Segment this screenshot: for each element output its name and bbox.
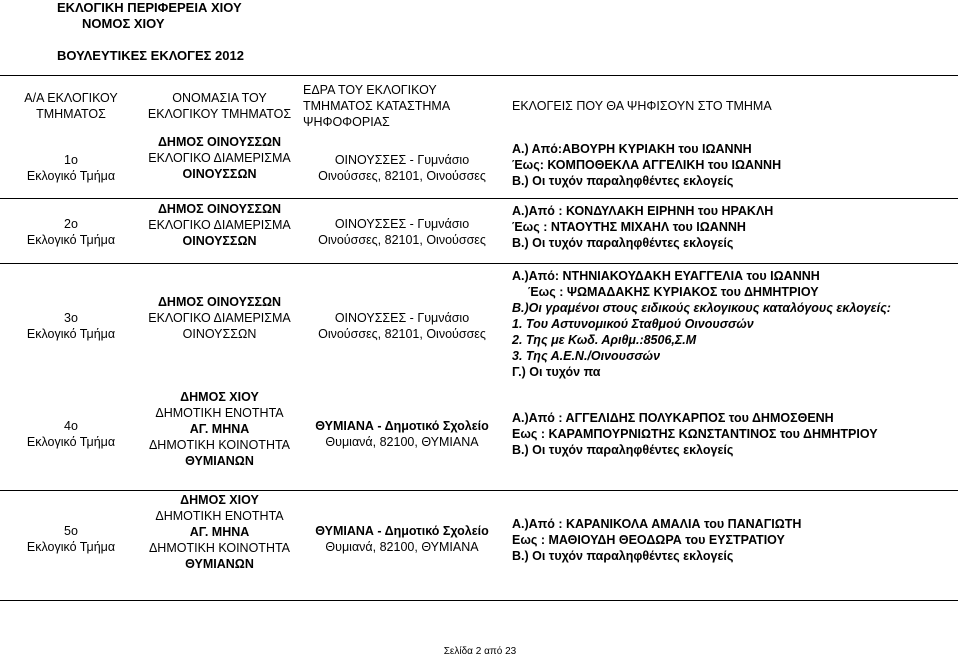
row3-voters: Α.)Από: ΝΤΗΝΙΑΚΟΥΔΑΚΗ ΕΥΑΓΓΕΛΙΑ του ΙΩΑΝΝΗ Έως : ΨΩΜΑΔΑΚΗΣ ΚΥΡΙΑΚΟΣ του ΔΗΜΗΤΡΙΟΥ Β.)Οι γραμένοι στους ειδικούς εκλογικους καταλόγους εκλογείς: 1. Του Αστυνομικού Σταθμού Οινουσσών 2. Της με Κωδ. Αριθμ.:8506,Σ.Μ 3. Της Α.Ε.Ν./Οινουσσών Γ.) Οι τυχόν πα [512, 269, 891, 379]
row5-number: 5ο Εκλογικό Τμήμα [26, 524, 116, 554]
row1-seat: ΟΙΝΟΥΣΣΕΣ - Γυμνάσιο Οινούσσες, 82101, Οινούσσες [318, 153, 486, 183]
row5-name: ΔΗΜΟΣ ΧΙΟΥ ΔΗΜΟΤΙΚΗ ΕΝΟΤΗΤΑ ΑΓ. ΜΗΝΑ ΔΗΜΟΤΙΚΗ ΚΟΙΝΟΤΗΤΑ ΘΥΜΙΑΝΩΝ [148, 493, 291, 571]
row-rule-3 [0, 490, 958, 491]
row2-seat: ΟΙΝΟΥΣΣΕΣ - Γυμνάσιο Οινούσσες, 82101, Οινούσσες [318, 217, 486, 247]
table-bottom-rule [0, 600, 958, 601]
election-title: ΒΟΥΛΕΥΤΙΚΕΣ ΕΚΛΟΓΕΣ 2012 [57, 48, 244, 63]
row5-voters: Α.)Από : ΚΑΡΑΝΙΚΟΛΑ ΑΜΑΛΙΑ του ΠΑΝΑΓΙΩΤΗ Εως : ΜΑΘΙΟΥΔΗ ΘΕΟΔΩΡΑ του ΕΥΣΤΡΑΤΙΟΥ Β.) Οι τυχόν παραληφθέντες εκλογείς [512, 517, 802, 563]
row-rule-2 [0, 263, 958, 264]
header-serial-number: Α/Α ΕΚΛΟΓΙΚΟΥ ΤΜΗΜΑΤΟΣ [24, 91, 118, 121]
row4-voters: Α.)Από : ΑΓΓΕΛΙΔΗΣ ΠΟΛΥΚΑΡΠΟΣ του ΔΗΜΟΣΘΕΝΗ Εως : ΚΑΡΑΜΠΟΥΡΝΙΩΤΗΣ ΚΩΝΣΤΑΝΤΙΝΟΣ του ΔΗΜΗΤΡΙΟΥ Β.) Οι τυχόν παραληφθέντες εκλογείς [512, 411, 878, 457]
row3-number: 3ο Εκλογικό Τμήμα [26, 311, 116, 341]
row1-voters: Α.) Από:ΑΒΟΥΡΗ ΚΥΡΙΑΚΗ του ΙΩΑΝΝΗ Έως: ΚΟΜΠΟΘΕΚΛΑ ΑΓΓΕΛΙΚΗ του ΙΩΑΝΝΗ Β.) Οι τυχόν παραληφθέντες εκλογείς [512, 142, 782, 188]
header-voters: ΕΚΛΟΓΕΙΣ ΠΟΥ ΘΑ ΨΗΦΙΣΟΥΝ ΣΤΟ ΤΜΗΜΑ [512, 99, 772, 113]
row1-name: ΔΗΜΟΣ ΟΙΝΟΥΣΣΩΝ ΕΚΛΟΓΙΚΟ ΔΙΑΜΕΡΙΣΜΑ ΟΙΝΟΥΣΣΩΝ [148, 135, 291, 181]
row3-name: ΔΗΜΟΣ ΟΙΝΟΥΣΣΩΝ ΕΚΛΟΓΙΚΟ ΔΙΑΜΕΡΙΣΜΑ ΟΙΝΟΥΣΣΩΝ [148, 295, 291, 341]
row5-seat: ΘΥΜΙΑΝΑ - Δημοτικό Σχολείο Θυμιανά, 82100, ΘΥΜΙΑΝΑ [315, 524, 489, 554]
table-top-rule [0, 75, 958, 76]
row3-seat: ΟΙΝΟΥΣΣΕΣ - Γυμνάσιο Οινούσσες, 82101, Οινούσσες [318, 311, 486, 341]
header-section-name: ΟΝΟΜΑΣΙΑ ΤΟΥ ΕΚΛΟΓΙΚΟΥ ΤΜΗΜΑΤΟΣ [147, 91, 292, 121]
page-footer: Σελίδα 2 από 23 [443, 646, 517, 657]
row1-number: 1ο Εκλογικό Τμήμα [26, 153, 116, 183]
row4-seat: ΘΥΜΙΑΝΑ - Δημοτικό Σχολείο Θυμιανά, 82100, ΘΥΜΙΑΝΑ [315, 419, 489, 449]
row4-number: 4ο Εκλογικό Τμήμα [26, 419, 116, 449]
prefecture-title: ΝΟΜΟΣ ΧΙΟΥ [82, 16, 165, 31]
row2-name: ΔΗΜΟΣ ΟΙΝΟΥΣΣΩΝ ΕΚΛΟΓΙΚΟ ΔΙΑΜΕΡΙΣΜΑ ΟΙΝΟΥΣΣΩΝ [148, 202, 291, 248]
header-polling-station: ΕΔΡΑ ΤΟΥ ΕΚΛΟΓΙΚΟΥ ΤΜΗΜΑΤΟΣ ΚΑΤΑΣΤΗΜΑ ΨΗΦΟΦΟΡΙΑΣ [303, 83, 451, 129]
region-title: ΕΚΛΟΓΙΚΗ ΠΕΡΙΦΕΡΕΙΑ ΧΙΟΥ [57, 0, 242, 15]
row2-voters: Α.)Από : ΚΟΝΔΥΛΑΚΗ ΕΙΡΗΝΗ του ΗΡΑΚΛΗ Έως : ΝΤΑΟΥΤΗΣ ΜΙΧΑΗΛ του ΙΩΑΝΝΗ Β.) Οι τυχόν παραληφθέντες εκλογείς [512, 204, 774, 250]
row2-number: 2ο Εκλογικό Τμήμα [26, 217, 116, 247]
row4-name: ΔΗΜΟΣ ΧΙΟΥ ΔΗΜΟΤΙΚΗ ΕΝΟΤΗΤΑ ΑΓ. ΜΗΝΑ ΔΗΜΟΤΙΚΗ ΚΟΙΝΟΤΗΤΑ ΘΥΜΙΑΝΩΝ [148, 390, 291, 468]
row-rule-1 [0, 198, 958, 199]
